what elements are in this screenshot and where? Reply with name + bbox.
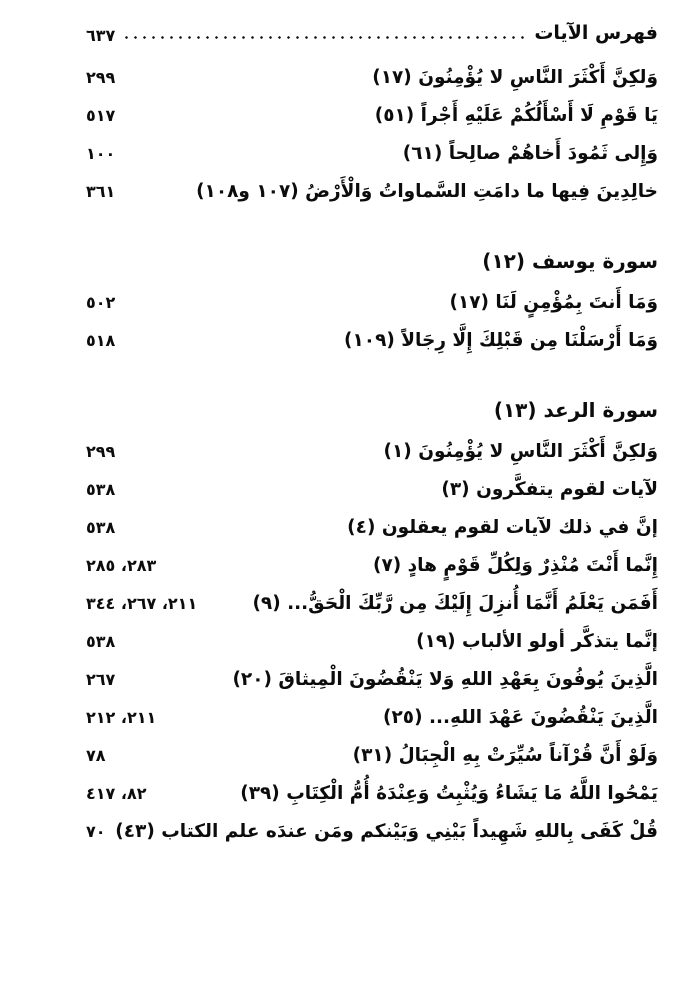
page-number: ٢١١، ٢١٢ bbox=[86, 707, 157, 727]
index-entry bbox=[0, 813, 700, 851]
verse-text: وَمَا أَنتَ بِمُؤْمِنٍ لَنَا (١٧) bbox=[449, 291, 658, 313]
page-number: ٢٩٩ bbox=[86, 67, 116, 87]
page-number: ١٠٠ bbox=[86, 143, 116, 163]
page-number: ٧٨ bbox=[86, 745, 106, 765]
verse-text: وَلكِنَّ أَكْثَرَ النَّاسِ لا يُؤْمِنُونَ (١٧) bbox=[372, 66, 658, 88]
page-number: ٥٣٨ bbox=[86, 479, 116, 499]
page-number: ٥٠٢ bbox=[86, 292, 116, 312]
page-number: ٢١١، ٢٦٧، ٣٤٤ bbox=[86, 593, 198, 613]
index-entry bbox=[0, 97, 700, 135]
verse-text: إِنَّما أَنْتَ مُنْذِرٌ وَلِكُلِّ قَوْمٍ هادٍ (٧) bbox=[373, 554, 658, 576]
verse-text: وَإِلى ثَمُودَ أَخاهُمْ صالِحاً (٦١) bbox=[402, 142, 658, 164]
page-number: ٥٣٨ bbox=[86, 631, 116, 651]
index-entry bbox=[0, 59, 700, 97]
page-number: ٥١٨ bbox=[86, 330, 116, 350]
index-entry bbox=[0, 699, 700, 737]
verse-text: لآيات لقوم يتفكَّرون (٣) bbox=[441, 478, 658, 500]
dot-leader bbox=[122, 35, 527, 40]
verse-text: الَّذِينَ يَنْقُضُونَ عَهْدَ اللهِ... (٢٥) bbox=[383, 706, 658, 728]
index-entry bbox=[0, 284, 700, 322]
index-entry bbox=[0, 471, 700, 509]
page-number: ٣٦١ bbox=[86, 181, 116, 201]
verse-text: قُلْ كَفَى بِاللهِ شَهِيداً بَيْنِي وَبَيْنكم ومَن عندَه علم الكتاب (٤٣) bbox=[115, 820, 658, 842]
index-entry bbox=[0, 623, 700, 661]
index-entry bbox=[0, 547, 700, 585]
index-entry bbox=[0, 173, 700, 211]
section-title: سورة يوسف (١٢) bbox=[482, 248, 658, 273]
verse-text: خالِدِينَ فِيها ما دامَتِ السَّماواتُ وَالْأَرْضُ (١٠٧ و١٠٨) bbox=[196, 180, 658, 202]
running-head-page-number: ٦٣٧ bbox=[86, 25, 116, 45]
page-number: ٨٢، ٤١٧ bbox=[86, 783, 147, 803]
verse-text: يَا قَوْمِ لَا أَسْأَلُكُمْ عَلَيْهِ أَجْراً (٥١) bbox=[374, 104, 658, 126]
index-list bbox=[0, 59, 700, 851]
page-number: ٥٣٨ bbox=[86, 517, 116, 537]
verse-text: إنَّما يتذكَّر أولو الألباب (١٩) bbox=[416, 630, 658, 652]
index-entry bbox=[0, 433, 700, 471]
verse-text: وَلكِنَّ أَكْثَرَ النَّاسِ لا يُؤْمِنُونَ (١) bbox=[383, 440, 658, 462]
index-entry bbox=[0, 737, 700, 775]
page-number: ٥١٧ bbox=[86, 105, 116, 125]
index-entry bbox=[0, 585, 700, 623]
verse-text: وَلَوْ أَنَّ قُرْآناً سُيِّرَتْ بِهِ الْجِبَالُ (٣١) bbox=[352, 744, 658, 766]
verse-text: إنَّ في ذلك لآيات لقوم يعقلون (٤) bbox=[347, 516, 658, 538]
page-number: ٢٨٣، ٢٨٥ bbox=[86, 555, 157, 575]
index-entry bbox=[0, 775, 700, 813]
section-title: سورة الرعد (١٣) bbox=[493, 397, 658, 422]
running-head-title: فهرس الآيات bbox=[534, 22, 658, 44]
verse-text: الَّذِينَ يُوفُونَ بِعَهْدِ اللهِ وَلا يَنْقُضُونَ الْمِيثاقَ (٢٠) bbox=[232, 668, 658, 690]
index-entry bbox=[0, 322, 700, 360]
index-entry bbox=[0, 135, 700, 173]
verse-text: يَمْحُوا اللَّهُ مَا يَشَاءُ وَيُثْبِتُ وَعِنْدَهُ أُمُّ الْكِتَابِ (٣٩) bbox=[240, 782, 658, 804]
verse-text: أَفَمَن يَعْلَمُ أَنَّمَا أُنزِلَ إِلَيْكَ مِن رَّبِّكَ الْحَقُّ... (٩) bbox=[252, 592, 658, 614]
page-number: ٧٠ bbox=[86, 821, 106, 841]
verse-text: وَمَا أَرْسَلْنَا مِن قَبْلِكَ إِلَّا رِجَالاً (١٠٩) bbox=[344, 329, 658, 351]
index-entry bbox=[0, 661, 700, 699]
running-head bbox=[0, 0, 700, 45]
page-number: ٢٦٧ bbox=[86, 669, 116, 689]
page-number: ٢٩٩ bbox=[86, 441, 116, 461]
index-entry bbox=[0, 509, 700, 547]
